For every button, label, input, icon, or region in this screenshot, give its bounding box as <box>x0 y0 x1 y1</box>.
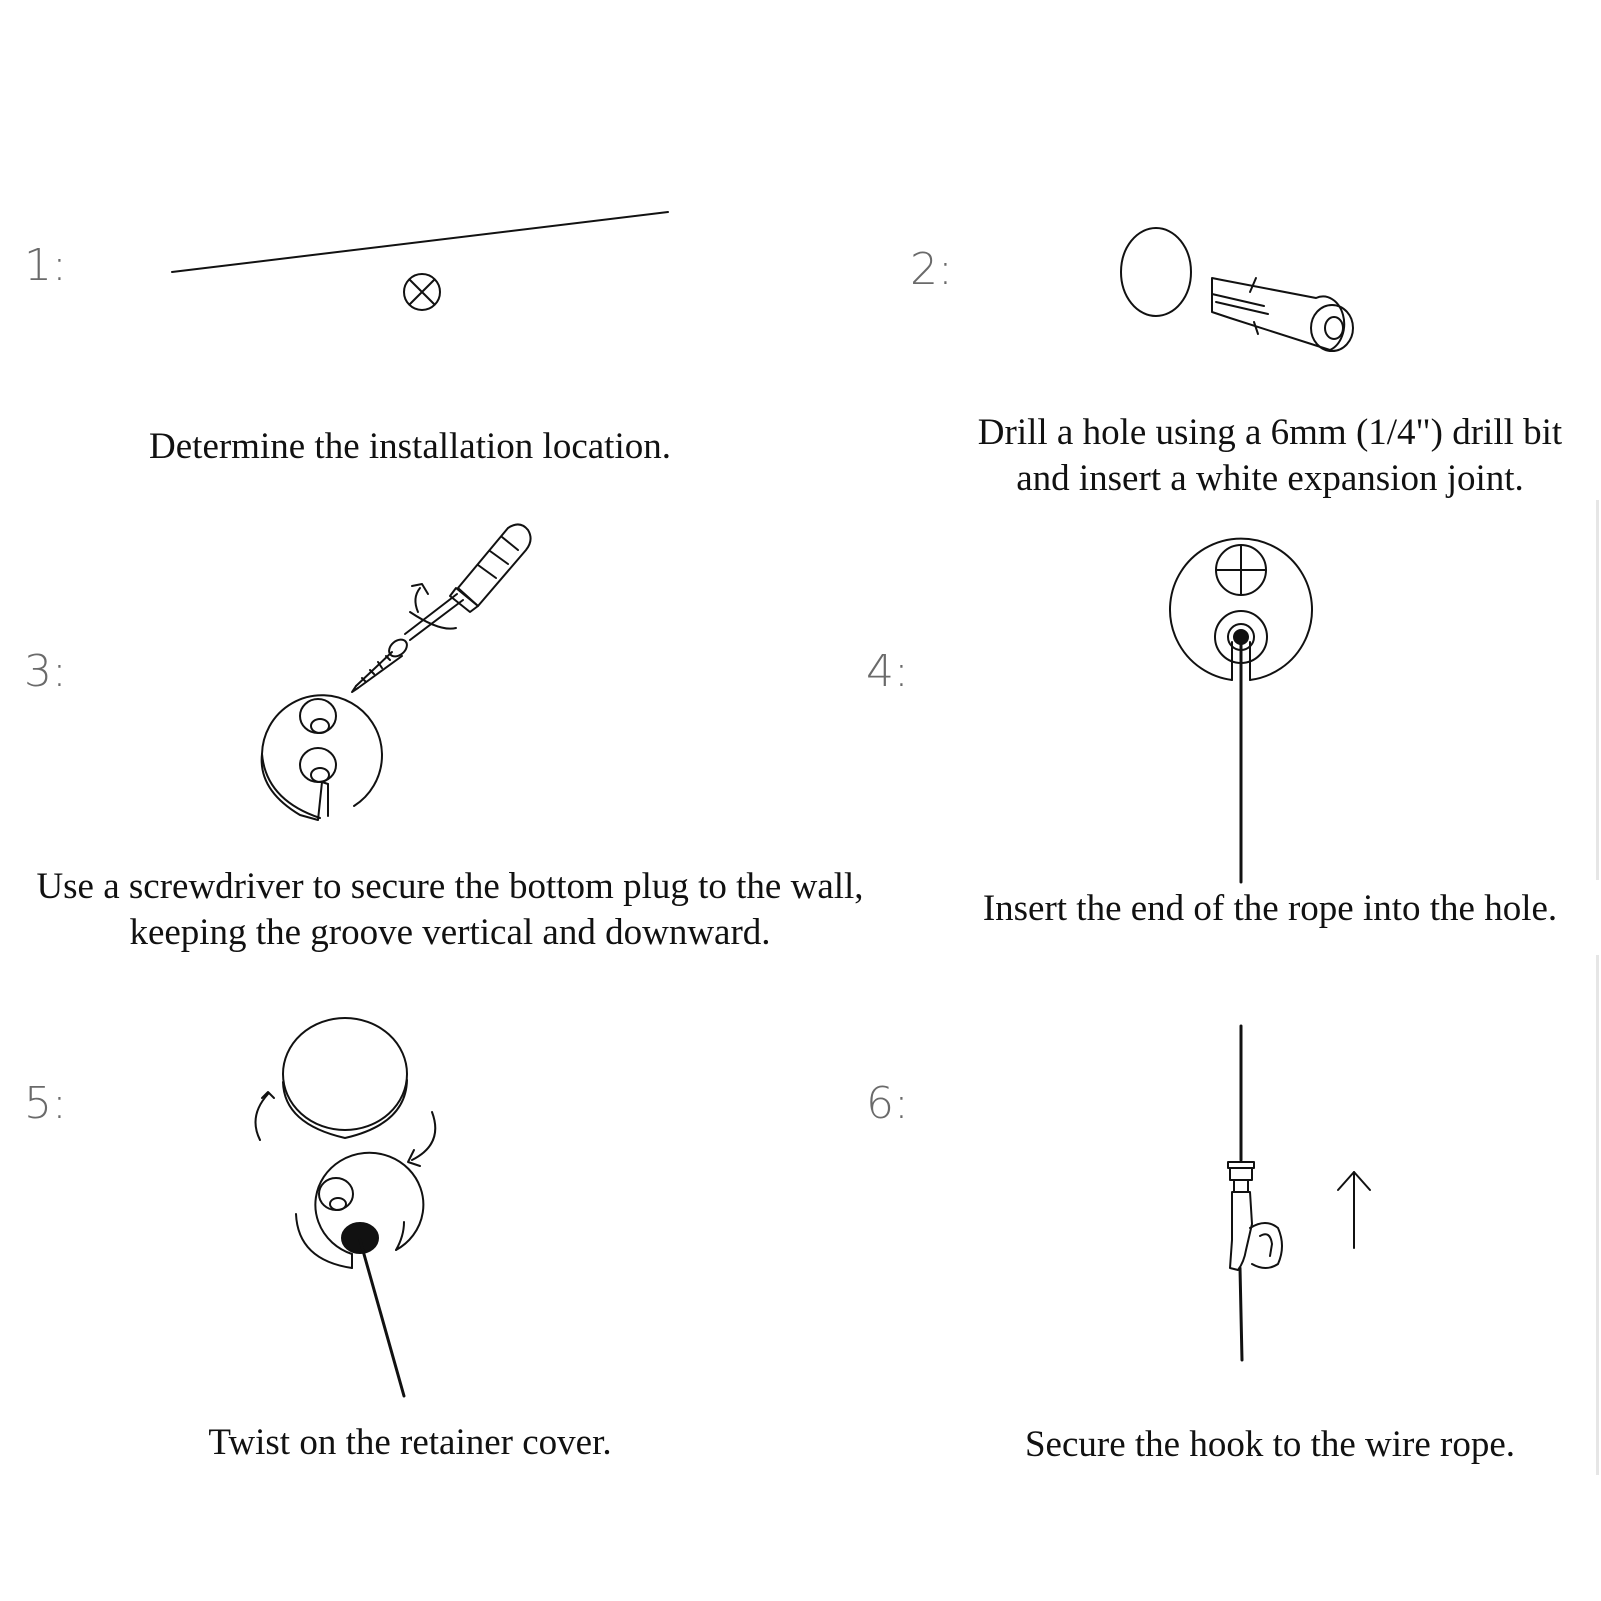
step-1-number: 1: <box>24 240 67 291</box>
wall-line-icon <box>172 212 668 272</box>
step-2-number: 2: <box>910 244 953 295</box>
step-3-caption-line-2: keeping the groove vertical and downward. <box>129 912 771 953</box>
hook-icon <box>1228 1162 1282 1270</box>
bottom-plug-icon <box>296 1153 423 1268</box>
step-4-caption-line: Insert the end of the rope into the hole. <box>982 888 1558 929</box>
step-5-caption-line: Twist on the retainer cover. <box>208 1422 612 1463</box>
step-3-caption-line-1: Use a screwdriver to secure the bottom plug to the wall, <box>36 866 864 907</box>
bottom-plug-icon <box>262 695 382 820</box>
wire-rope-icon <box>360 1240 404 1396</box>
drill-mark-icon <box>404 274 440 310</box>
up-arrow-icon <box>1338 1172 1370 1248</box>
step-2-caption-line-1: Drill a hole using a 6mm (1/4") drill bit <box>977 412 1563 453</box>
step-6-caption-line: Secure the hook to the wire rope. <box>1024 1424 1516 1465</box>
screw-icon <box>352 636 410 692</box>
expansion-anchor-icon <box>1212 278 1353 351</box>
step-3-number: 3: <box>24 646 67 697</box>
step-5-number: 5: <box>24 1078 67 1129</box>
wall-hole-icon <box>1121 228 1191 316</box>
screw-head-icon <box>1216 545 1266 595</box>
step-2-caption-line-2: and insert a white expansion joint. <box>1016 458 1524 499</box>
screwdriver-icon <box>405 524 531 640</box>
step-6-number: 6: <box>866 1078 909 1129</box>
step-4-number: 4: <box>866 646 909 697</box>
step-1-caption-line: Determine the installation location. <box>149 426 671 467</box>
retainer-cover-icon <box>283 1018 407 1138</box>
